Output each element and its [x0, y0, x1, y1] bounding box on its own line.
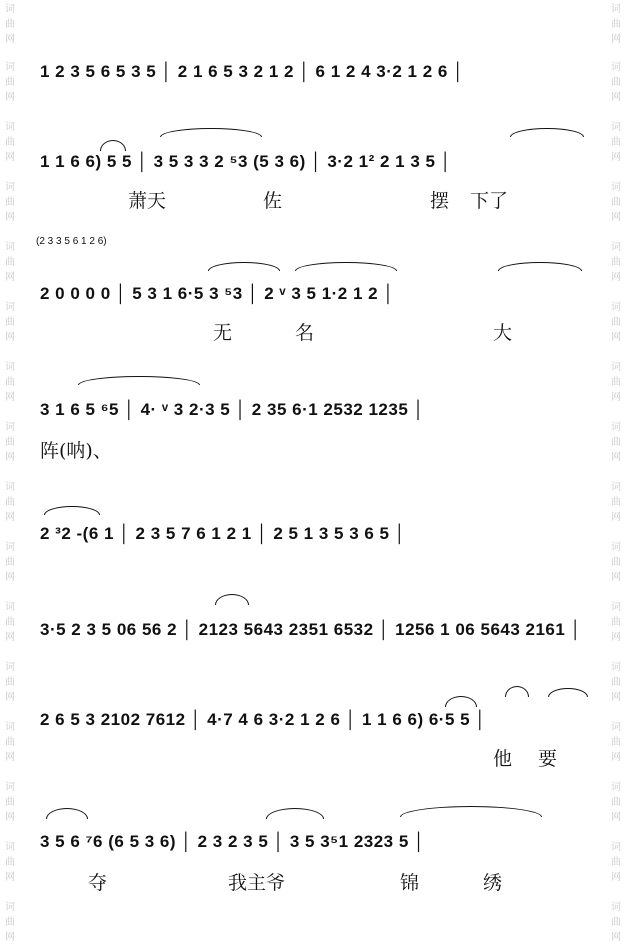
slur-mark — [445, 696, 477, 707]
notation-line: 2 ³2 -(6 1 │ 2 3 5 7 6 1 2 1 │ 2 5 1 3 5 3 6 5 │ — [40, 524, 406, 543]
lyric: 夺 — [88, 872, 108, 894]
slur-mark — [215, 594, 249, 605]
watermark-text: 词曲网 — [611, 722, 621, 763]
watermark-text: 词曲网 — [611, 662, 621, 703]
lyric: 萧天 — [128, 190, 167, 212]
watermark-text: 词曲网 — [611, 122, 621, 163]
watermark-text: 词曲网 — [611, 362, 621, 403]
lyric: 名 — [295, 322, 315, 344]
slur-mark — [510, 128, 584, 137]
lyric: 锦 — [400, 872, 420, 894]
slur-mark — [266, 808, 324, 819]
notation-line: 1 1 6 6) 5 5 │ 3 5 3 3 2 ⁵3 (5 3 6) │ 3·2 1² 2 1 3 5 │ — [40, 152, 452, 171]
lyric: 绣 — [483, 872, 503, 894]
watermark-text: 词曲网 — [611, 542, 621, 583]
watermark-text: 词曲网 — [5, 242, 15, 283]
lyric: 下了 — [470, 190, 509, 212]
slur-mark — [498, 262, 582, 271]
slur-mark — [160, 128, 262, 137]
notation-line: 3 5 6 ⁷6 (6 5 3 6) │ 2 3 2 3 5 │ 3 5 3⁵1 2323 5 │ — [40, 832, 426, 851]
lyric: 我主爷 — [228, 872, 286, 894]
watermark-text: 词曲网 — [5, 302, 15, 343]
slur-mark — [505, 686, 529, 697]
slur-mark — [208, 262, 280, 271]
slur-mark — [78, 376, 200, 385]
slur-mark — [548, 688, 588, 697]
slur-mark — [44, 506, 100, 515]
lyric: 摆 — [430, 190, 450, 212]
watermark-text: 词曲网 — [5, 62, 15, 103]
watermark-text: 词曲网 — [611, 182, 621, 223]
notation-line: 2 0 0 0 0 │ 5 3 1 6·5 3 ⁵3 │ 2 ᵛ 3 5 1·2 1 2 │ — [40, 284, 395, 303]
watermark-left — [2, 0, 18, 943]
lyric: 佐 — [263, 190, 283, 212]
notation-line: 2 6 5 3 2102 7612 │ 4·7 4 6 3·2 1 2 6 │ 1 1 6 6) 6·5 5 │ — [40, 710, 487, 729]
watermark-text: 词曲网 — [5, 842, 15, 883]
notation-line: 1 2 3 5 6 5 3 5 │ 2 1 6 5 3 2 1 2 │ 6 1 2 4 3·2 1 2 6 │ — [40, 62, 465, 81]
watermark-text: 词曲网 — [611, 482, 621, 523]
watermark-text: 词曲网 — [5, 122, 15, 163]
watermark-text: 词曲网 — [5, 182, 15, 223]
watermark-text: 词曲网 — [611, 602, 621, 643]
lyric: 阵(呐)、 — [40, 440, 112, 462]
notation-line: 3 1 6 5 ⁶5 │ 4· ᵛ 3 2·3 5 │ 2 35 6·1 2532 1235 │ — [40, 400, 425, 419]
slur-mark — [400, 806, 542, 817]
watermark-text: 词曲网 — [611, 782, 621, 823]
slur-mark — [100, 140, 126, 151]
lyric: 大 — [493, 322, 513, 344]
watermark-text: 词曲网 — [611, 842, 621, 883]
watermark-text: 词曲网 — [611, 62, 621, 103]
watermark-text: 词曲网 — [611, 4, 621, 45]
lyric: 要 — [538, 748, 558, 770]
watermark-text: 词曲网 — [5, 482, 15, 523]
lyric: 他 — [493, 748, 513, 770]
watermark-text: 词曲网 — [611, 902, 621, 943]
watermark-text: 词曲网 — [611, 242, 621, 283]
watermark-text: 词曲网 — [5, 662, 15, 703]
slur-mark — [46, 808, 88, 819]
watermark-text: 词曲网 — [5, 4, 15, 45]
watermark-text: 词曲网 — [5, 782, 15, 823]
watermark-text: 词曲网 — [5, 542, 15, 583]
watermark-text: 词曲网 — [611, 302, 621, 343]
watermark-text: 词曲网 — [5, 722, 15, 763]
watermark-text: 词曲网 — [5, 422, 15, 463]
watermark-text: 词曲网 — [5, 362, 15, 403]
watermark-text: 词曲网 — [5, 902, 15, 943]
lyric: 无 — [213, 322, 233, 344]
slur-mark — [295, 262, 397, 271]
ornament-hint: (2 3 3 5 6 1 2 6) — [36, 236, 107, 247]
watermark-text: 词曲网 — [611, 422, 621, 463]
watermark-right — [608, 0, 624, 943]
notation-line: 3·5 2 3 5 06 56 2 │ 2123 5643 2351 6532 │ 1256 1 06 5643 2161 │ — [40, 620, 582, 639]
watermark-text: 词曲网 — [5, 602, 15, 643]
